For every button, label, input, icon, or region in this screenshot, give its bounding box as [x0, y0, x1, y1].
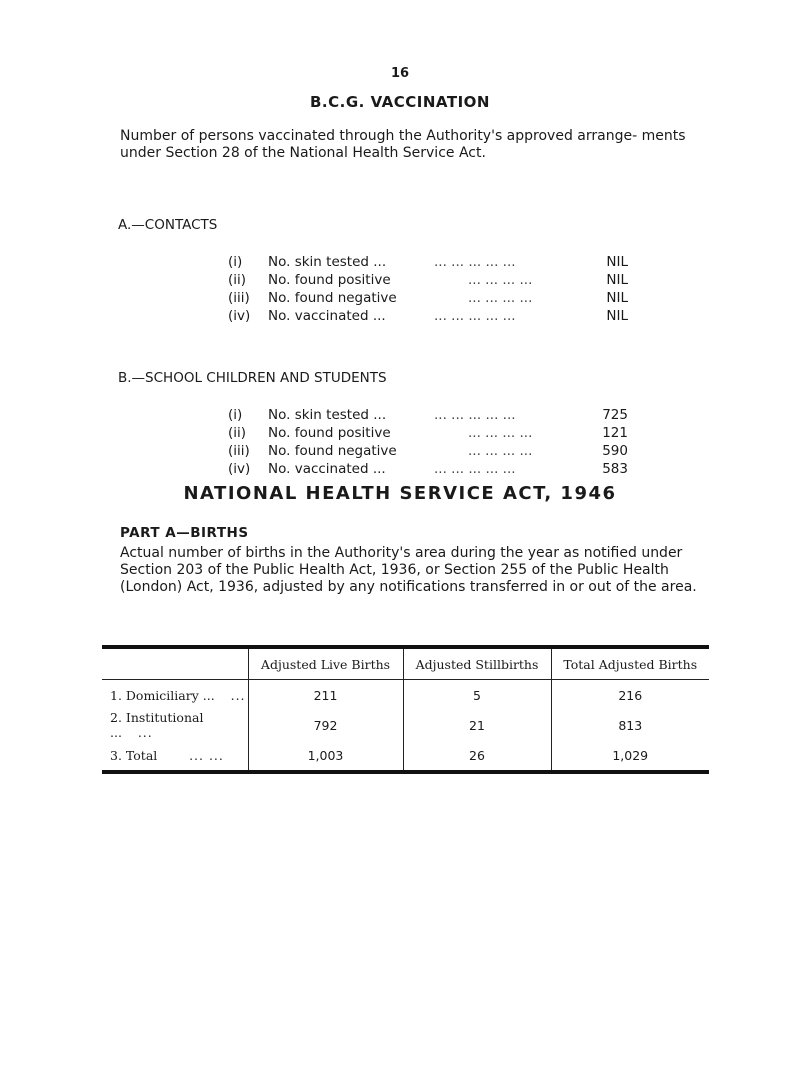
row-label: No. found positive [268, 272, 391, 288]
row-index: (iv) [228, 461, 251, 477]
part-a-heading: PART A—BIRTHS [120, 525, 249, 541]
stillbirths-cell: 5 [403, 680, 551, 711]
row-label: No. skin tested ... [268, 254, 387, 270]
header-stillbirths: Adjusted Stillbirths [403, 647, 551, 680]
table-header-row [102, 647, 709, 680]
row-label [102, 710, 248, 740]
section-a-heading: A.—CONTACTS [118, 217, 218, 233]
row-index: (iii) [228, 290, 250, 306]
row-label: No. found negative [268, 290, 397, 306]
leader-dots: ... ... ... ... [468, 290, 533, 306]
header-live-births: Adjusted Live Births [248, 647, 403, 680]
row-index: (ii) [228, 425, 247, 441]
row-value: NIL [606, 272, 628, 288]
row-index: (ii) [228, 272, 247, 288]
table-row [102, 740, 709, 772]
row-value: 590 [602, 443, 628, 459]
students-row-2 [228, 425, 628, 443]
leader-dots: ... ... ... ... [468, 425, 533, 441]
table-row [102, 680, 709, 711]
leader-dots: ... ... [189, 747, 224, 763]
students-row-4 [228, 461, 628, 479]
table-row [102, 710, 709, 740]
contacts-row-1 [228, 254, 628, 272]
page-number: 16 [390, 66, 410, 81]
leader-dots: ... ... ... ... [468, 272, 533, 288]
live-births-cell: 211 [248, 680, 403, 711]
row-index: (iv) [228, 308, 251, 324]
row-value: 121 [602, 425, 628, 441]
leader-dots: ... ... ... ... [468, 443, 533, 459]
row-label [102, 680, 248, 711]
row-value: 583 [602, 461, 628, 477]
row-value: NIL [606, 290, 628, 306]
live-births-cell: 792 [248, 710, 403, 740]
row-label: No. skin tested ... [268, 407, 387, 423]
total-births-cell: 813 [618, 717, 643, 733]
students-row-3 [228, 443, 628, 461]
row-label: No. found positive [268, 425, 391, 441]
live-births-cell: 1,003 [248, 740, 403, 772]
row-value: NIL [606, 254, 628, 270]
bcg-title: B.C.G. VACCINATION [310, 93, 490, 111]
section-b-heading: B.—SCHOOL CHILDREN AND STUDENTS [118, 370, 387, 386]
row-label: No. vaccinated ... [268, 461, 386, 477]
row-label-text: 1. Domiciliary ... [110, 687, 215, 703]
leader-dots: ... ... ... ... ... [434, 308, 516, 324]
total-births-cell: 1,029 [612, 747, 649, 763]
births-table [102, 645, 709, 774]
leader-dots: ... ... ... ... ... [434, 254, 516, 270]
row-value: NIL [606, 308, 628, 324]
total-births-cell: 216 [618, 687, 643, 703]
header-blank [102, 647, 248, 680]
contacts-row-3 [228, 290, 628, 308]
row-label: No. vaccinated ... [268, 308, 386, 324]
row-index: (iii) [228, 443, 250, 459]
row-label-text: 3. Total [110, 747, 158, 763]
stillbirths-cell: 26 [403, 740, 551, 772]
contacts-row-2 [228, 272, 628, 290]
students-row-1 [228, 407, 628, 425]
leader-dots: ... ... ... ... ... [434, 461, 516, 477]
row-label-text: 2. Institutional ... [110, 710, 204, 740]
header-total-births: Total Adjusted Births [551, 647, 709, 680]
nhs-act-title: NATIONAL HEALTH SERVICE ACT, 1946 [183, 483, 617, 504]
births-paragraph: Actual number of births in the Authority's area during the year as notified under Section 203 of the Public Health Act, 1936, or Section 255 of the Public Health (London) Act, 1936, adjusted by any notifications transferred in or out of the area. [120, 545, 697, 595]
row-value: 725 [602, 407, 628, 423]
leader-dots: ... ... ... ... ... [434, 407, 516, 423]
stillbirths-cell: 21 [403, 710, 551, 740]
row-index: (i) [228, 407, 243, 423]
row-label [102, 740, 248, 772]
leader-dots: ... [230, 687, 246, 703]
bcg-intro: Number of persons vaccinated through the Authority's approved arrange- ments under Section 28 of the National Health Service Act. [120, 128, 686, 161]
row-index: (i) [228, 254, 243, 270]
contacts-row-4 [228, 308, 628, 326]
row-label: No. found negative [268, 443, 397, 459]
leader-dots: ... [137, 725, 153, 740]
